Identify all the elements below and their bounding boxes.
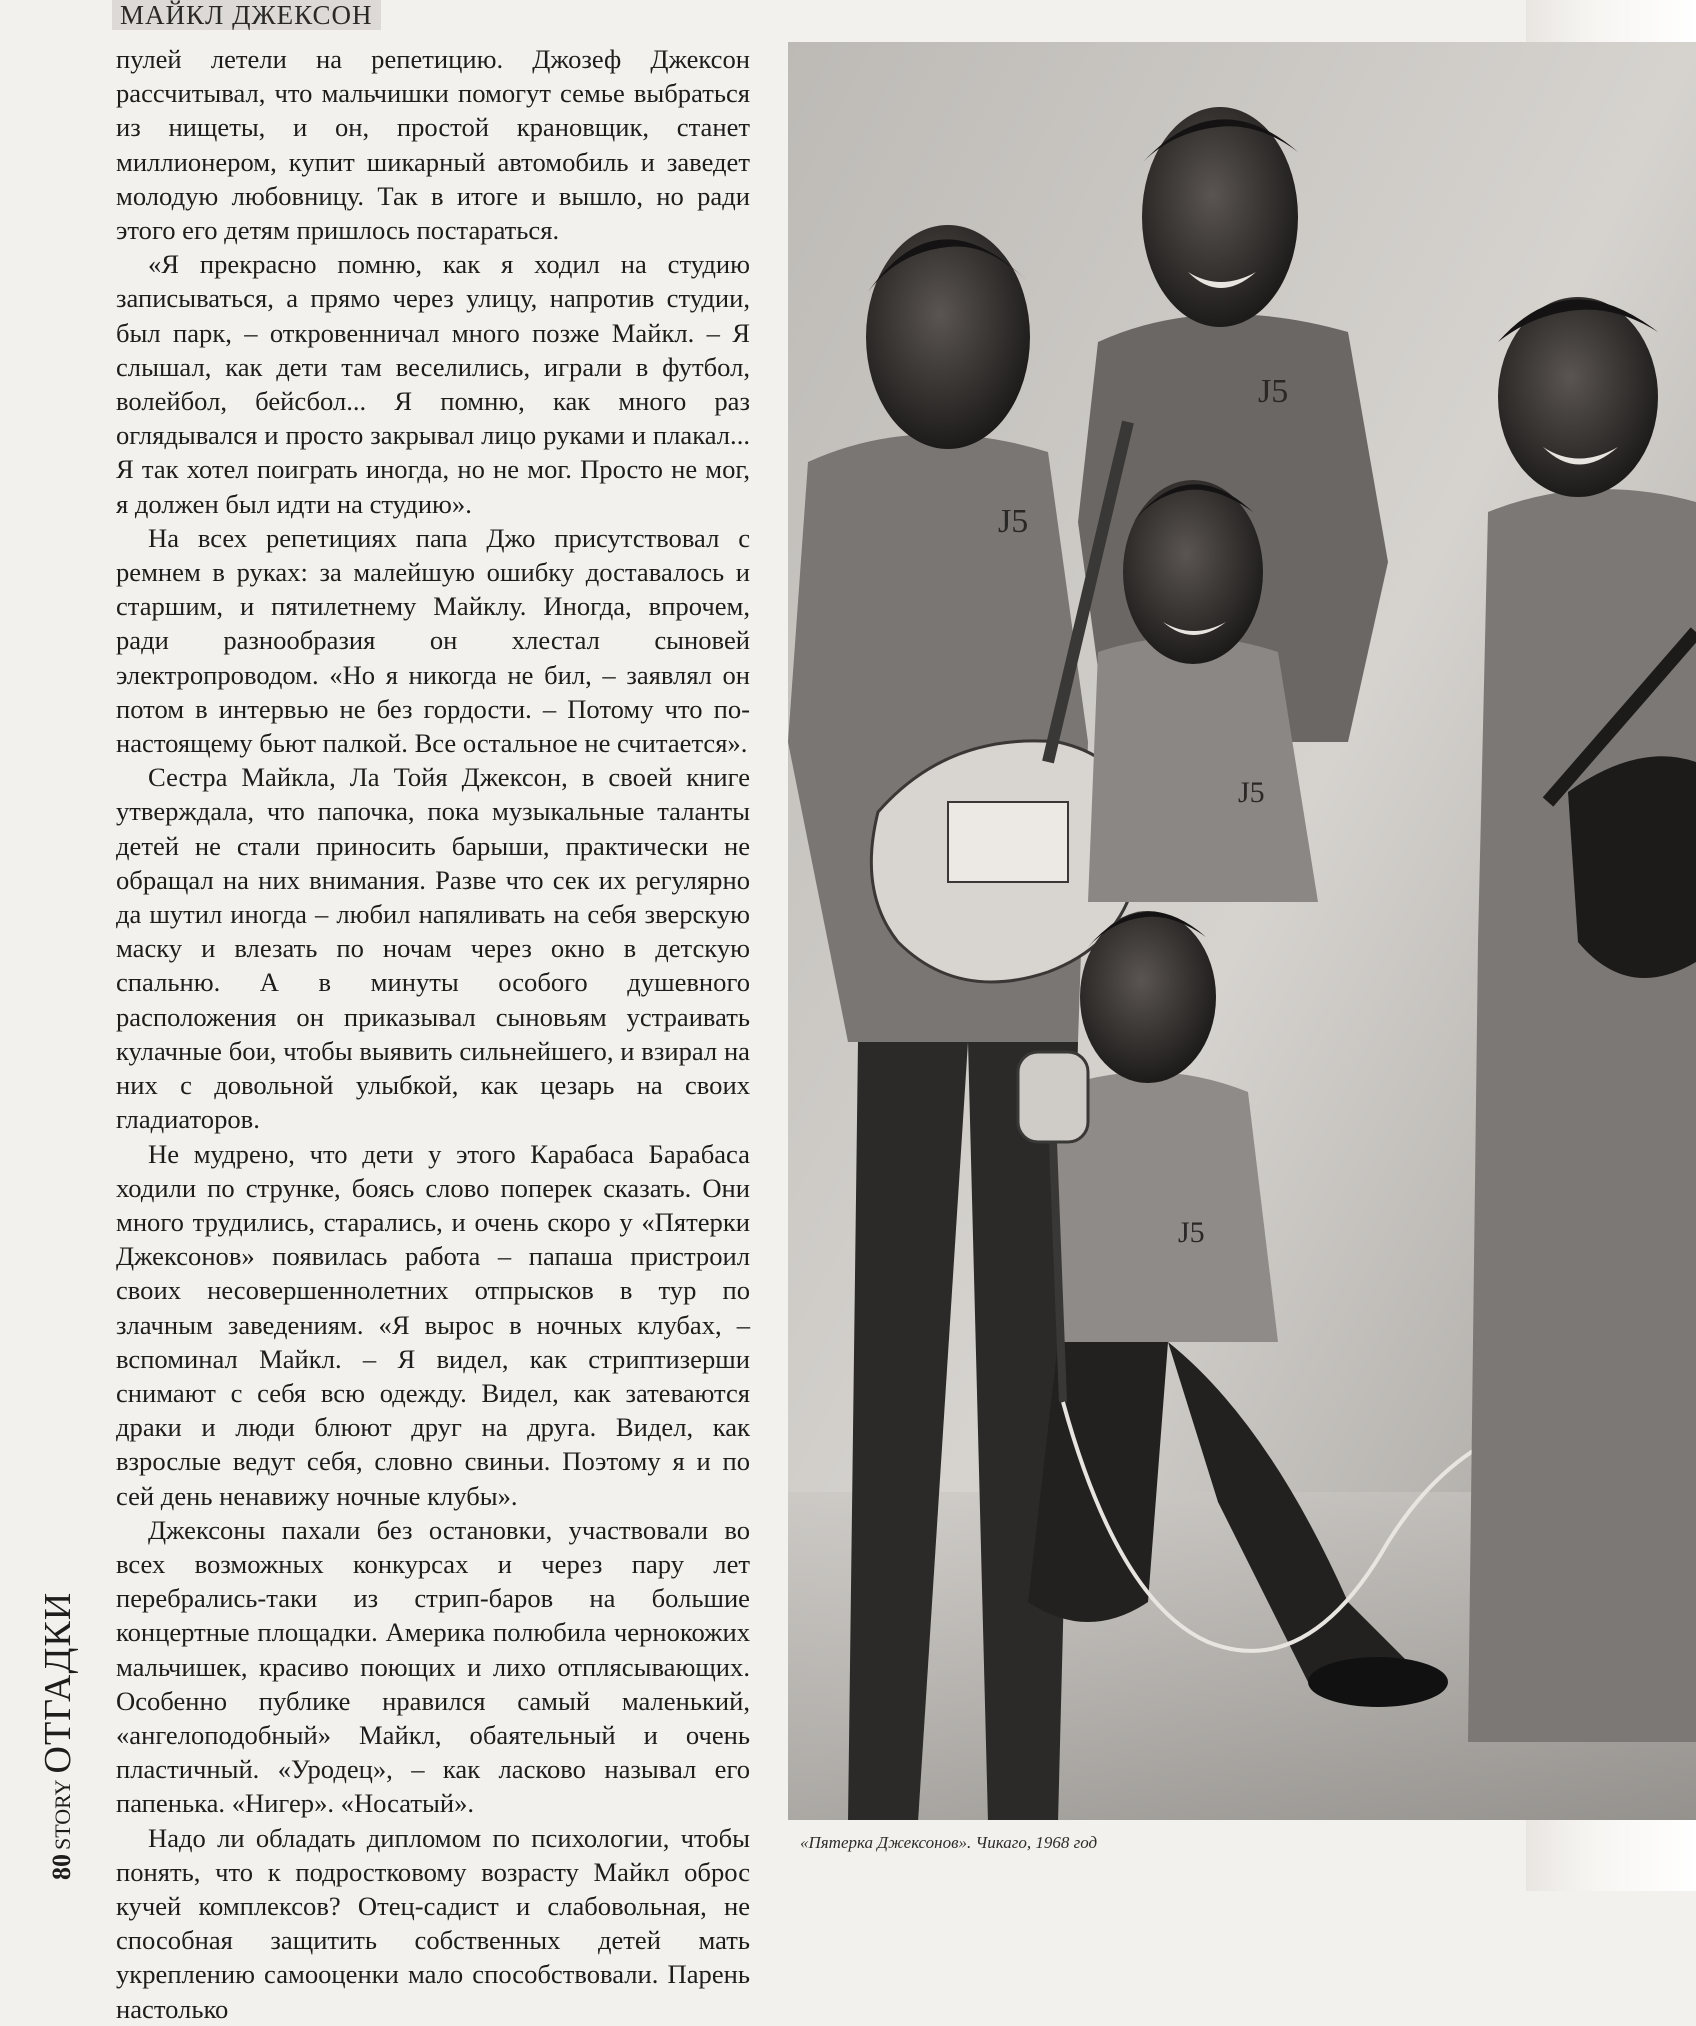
figure-right-boy — [1468, 297, 1696, 1742]
shirt-emblem: J5 — [998, 503, 1029, 540]
magazine-name: STORY — [50, 1779, 75, 1850]
article-body — [116, 42, 750, 2026]
paragraph: Не мудрено, что дети у этого Карабаса Барабаса ходили по струнке, боясь слово поперек сказать. Они много трудились, старались, и очень скоро у «Пятерки Джексонов» появилась работа – папаша пристроил своих несовершеннолетних отпрысков в тур по злачным заведениям. «Я вырос в ночных клубах, – вспоминал Майкл. – Я видел, как стриптизерши снимают с себя всю одежду. Видел, как затеваются драки и люди блюют друг на друга. Видел, как взрослые ведут себя, словно свиньи. Поэтому я и по сей день ненавижу ночные клубы». — [116, 1138, 750, 1511]
paragraph: пулей летели на репетицию. Джозеф Джексон рассчитывал, что мальчишки помогут семье выбраться из нищеты, и он, простой крановщик, станет миллионером, купит шикарный автомобиль и заведет молодую любовницу. Так в итоге и вышло, но ради этого его детям пришлось постараться. — [116, 44, 750, 246]
caption-title: «Пятерка Джексонов». — [800, 1833, 972, 1852]
shirt-emblem: J5 — [1178, 1216, 1205, 1249]
shirt-emblem: J5 — [1238, 776, 1265, 809]
section-name: ОТГАДКИ — [37, 1591, 79, 1774]
group-photo — [788, 42, 1696, 1820]
paragraph: На всех репетициях папа Джо присутствовал с ремнем в руках: за малейшую ошибку доставалось и старшим, и пятилетнему Майклу. Иногда, впрочем, ради разнообразия он хлестал сыновей электропроводом. «Но я никогда не бил, – заявлял он потом в интервью не без гордости. – Потому что по-настоящему бьют палкой. Все остальное не считается». — [116, 522, 750, 759]
page-footer — [30, 1580, 79, 1880]
paragraph: Надо ли обладать дипломом по психологии, чтобы понять, что к подростковому возрасту Майкл оброс кучей комплексов? Отец-садист и слабовольная, не способная защитить собственных детей мать укреплению самооценки мало способствовали. Парень настолько — [116, 1822, 750, 2024]
caption-place: Чикаго, 1968 год — [975, 1833, 1098, 1852]
shirt-emblem: J5 — [1258, 373, 1289, 410]
paragraph: Джексоны пахали без остановки, участвовали во всех возможных конкурсах и через пару лет перебрались-таки из стрип-баров на большие концертные площадки. Америка полюбила чернокожих мальчишек, красиво поющих и лихо отплясывающих. Особенно публике нравился самый маленький, «ангелоподобный» Майкл, обаятельный и очень пластичный. «Уродец», – как ласково называл его папенька. «Нигер». «Носатый». — [116, 1514, 750, 1819]
photo-caption — [800, 1833, 1097, 1853]
paragraph: Сестра Майкла, Ла Тойя Джексон, в своей книге утверждала, что папочка, пока музыкальные таланты детей не стали приносить барыши, практически не обращал на них внимания. Разве что сек их регулярно да шутил иногда – любил напяливать на себя зверскую маску и влезать по ночам через окно в детскую спальню. А в минуты особого душевного расположения он приказывал сыновьям устраивать кулачные бои, чтобы выявить сильнейшего, и взирал на них с довольной улыбкой, как цезарь на своих гладиаторов. — [116, 762, 750, 1135]
running-title: МАЙКЛ ДЖЕКСОН — [112, 0, 381, 30]
paragraph: «Я прекрасно помню, как я ходил на студию записываться, а прямо через улицу, напротив студии, был парк, – откровенничал много позже Майкл. – Я слышал, как дети там веселились, играли в футбол, волейбол, бейсбол... Я помню, как много раз оглядывался и просто закрывал лицо руками и плакал... Я так хотел поиграть иногда, но не мог. Просто не мог, я должен был идти на студию». — [116, 249, 750, 519]
page-number: 80 — [47, 1854, 76, 1880]
